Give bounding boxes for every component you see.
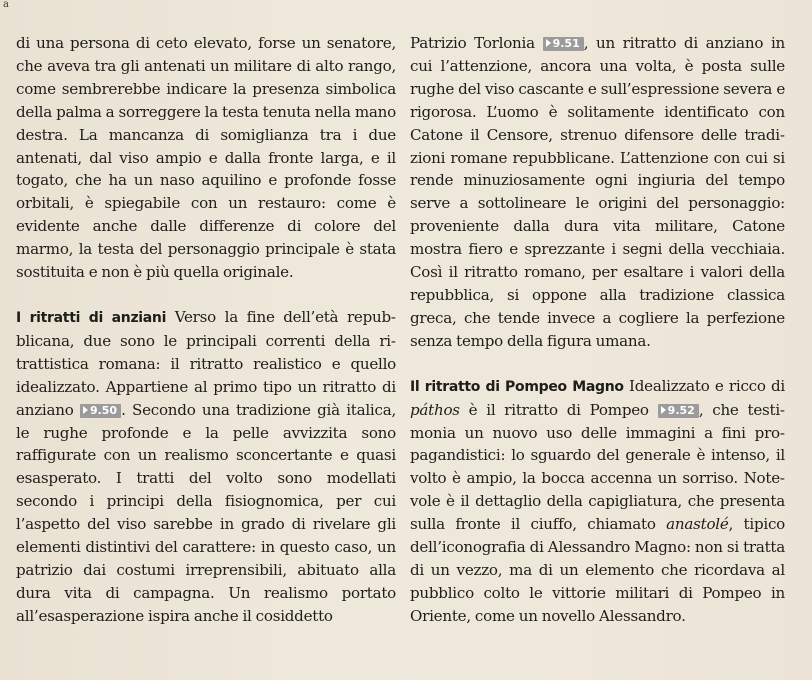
left-paragraph-2-text-b: . Secondo una tradizione già italica, le rughe profonde e la pelle avvizzita sono raffigurate con un realismo sconcertante e quasi esasperato. I tratti del volto sono modellati secondo i principi della fisiognomica, per cui l’aspetto del viso sarebbe in grado di rivelare gli elementi distintivi del carattere: in questo caso, un patrizio dai costumi irreprensibili, abituato alla dura vita di campagna. Un realismo portato all’esasperazione ispira anche il cosiddetto [16,400,397,625]
left-paragraph-2-text-a: Verso la fine dell’età repubblicana, due sono le principali correnti della ritrattistica romana: il ritratto realistico e quello idealizzato. Appartiene al primo tipo un ritratto di anziano [16,307,396,419]
right-column [410,32,785,628]
left-paragraph-1-text: di una persona di ceto elevato, forse un senatore, che aveva tra gli antenati un militare di alto rango, come sembrerebbe indicare la presenza simbolica della palma a sorreggere la testa tenuta nella mano destra. La mancanza di somiglianza tra i due antenati, dal viso ampio e dalla fronte larga, e il togato, che ha un naso aquilino e profonde fosse orbitali, è spiegabile con un restauro: come è evidente anche dalle differenze di colore del marmo, la testa del personaggio principale è stata sostituita e non è più quella originale. [16,34,396,282]
section-heading-anziani: I ritratti di anziani [16,309,167,326]
right-paragraph-2 [410,375,785,628]
right-paragraph-2-text-c: , che testimonia un nuovo uso delle immagini a fini propagandistici: lo sguardo del generale è intenso, il volto è ampio, la bocca accenna un sorriso. Notevole è il dettaglio della capigliatura, che presenta sulla fronte il ciuffo, chiamato [410,400,786,534]
right-paragraph-1 [410,32,785,353]
left-paragraph-1 [16,32,396,284]
figure-ref-9-50[interactable]: 9.50 [80,404,121,418]
right-paragraph-2-text-d: , tipico dell’iconografia di Alessandro Magno: non si tratta di un vezzo, ma di un elemento che ricordava al pubblico colto le vittorie militari di Pompeo in Oriente, come un novello Alessandro. [410,515,785,625]
term-anastole: anastolé [666,515,729,534]
right-paragraph-2-text-b: è il ritratto di Pompeo [459,400,658,419]
corner-mark: a [3,0,9,10]
term-pathos: páthos [410,400,460,419]
left-paragraph-2 [16,306,396,628]
figure-ref-9-51[interactable]: 9.51 [543,37,584,51]
section-heading-pompeo: Il ritratto di Pompeo Magno [410,378,624,395]
left-column [16,32,396,628]
right-paragraph-1-text-b: , un ritratto di anziano in cui l’attenzione, ancora una volta, è posta sulle rughe del viso cascante e sull’espressione severa e rigorosa. L’uomo è solitamente identificato con Catone il Censore, strenuo difensore delle tradizioni romane repubblicane. L’attenzione con cui si rende minuziosamente ogni ingiuria del tempo serve a sottolineare le origini del personaggio: proveniente dalla dura vita militare, Catone mostra fiero e sprezzante i segni della vecchiaia. Così il ritratto romano, per esaltare i valori della repubblica, si oppone alla tradizione classica greca, che tende invece a cogliere la perfezione senza tempo della figura umana. [410,34,785,350]
figure-ref-9-52[interactable]: 9.52 [658,404,699,418]
right-paragraph-2-text-a: Idealizzato e ricco di [623,376,786,395]
right-paragraph-1-text-a: Patrizio Torlonia [410,34,543,52]
